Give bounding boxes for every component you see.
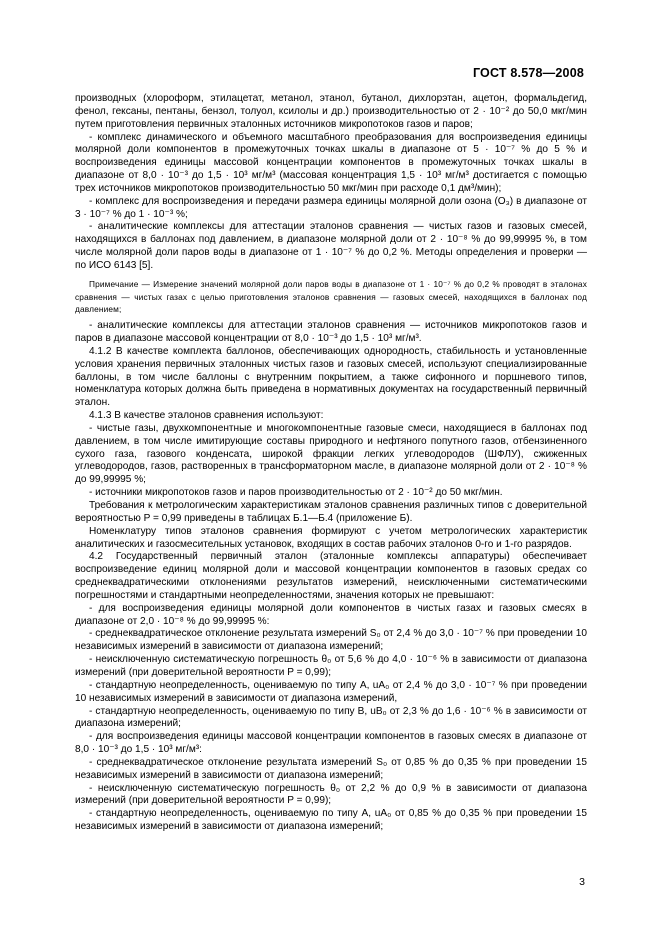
paragraph: - аналитические комплексы для аттестации эталонов сравнения — источников микропотоков газов и паров в диапазоне массовой концентрации от 8,0 · 10⁻³ до 1,5 · 10³ мг/м³. bbox=[75, 320, 587, 345]
note-paragraph: Примечание — Измерение значений молярной доли паров воды в диапазоне от 1 · 10⁻⁷ % до 0,2 % проводят в эталонах сравнения — чистых газах с целью приготовления эталонов сравнения — газовых смесей, находящихся в баллонах под давлением; bbox=[75, 278, 587, 315]
paragraph: - неисключенную систематическую погрешность θ₀ от 2,2 % до 0,9 % в зависимости от диапазона измерений (при доверительной вероятности P = 0,99); bbox=[75, 782, 587, 807]
paragraph: - среднеквадратическое отклонение результата измерений S₀ от 0,85 % до 0,35 % при проведении 15 независимых измерений в зависимости от диапазона измерений; bbox=[75, 756, 587, 781]
document-id-header: ГОСТ 8.578—2008 bbox=[472, 66, 584, 80]
paragraph: - стандартную неопределенность, оцениваемую по типу В, uB₀ от 2,3 % до 1,6 · 10⁻⁶ % в зависимости от диапазона измерений; bbox=[75, 705, 587, 730]
paragraph: - аналитические комплексы для аттестации эталонов сравнения — чистых газов и газовых смесей, находящихся в баллонах под давлением, в диапазоне молярной доли от 2 · 10⁻⁸ % до 99,99995 %, в том числе молярной доли паров воды в диапазоне от 1 · 10⁻⁷ % до 0,2 %. Методы определения и проверки — по ИСО 6143 [5]. bbox=[75, 221, 587, 271]
paragraph: производных (хлороформ, этилацетат, метанол, этанол, бутанол, дихлорэтан, ацетон, формальдегид, фенол, гексаны, пентаны, бензол, толуол, ксилолы и др.) производительностью от 2 · 10⁻² до 50,0 мкг/мин путем приготовления первичных эталонных источников микропотоков газов и паров; bbox=[75, 93, 587, 130]
paragraph: - чистые газы, двухкомпонентные и многокомпонентные газовые смеси, находящиеся в баллонах под давлением, в том числе имитирующие составы природного и нефтяного попутного газов, отбензиненного сухого газа, газового конденсата, широкой фракции легких углеводородов (ШФЛУ), сжиженных углеводородов, газов, растворенных в трансформаторном масле, в диапазоне молярной доли от 2 · 10⁻⁸ % до 99,99995 %; bbox=[75, 422, 587, 486]
paragraph: - стандартную неопределенность, оцениваемую по типу А, uA₀ от 2,4 % до 3,0 · 10⁻⁷ % при проведении 10 независимых измерений в зависимости от диапазона измерений, bbox=[75, 679, 587, 704]
paragraph: - комплекс для воспроизведения и передачи размера единицы молярной доли озона (O₃) в диапазоне от 3 · 10⁻⁷ % до 1 · 10⁻³ %; bbox=[75, 195, 587, 220]
paragraph: - стандартную неопределенность, оцениваемую по типу А, uA₀ от 0,85 % до 0,35 % при проведении 15 независимых измерений в зависимости от диапазона измерений; bbox=[75, 808, 587, 833]
paragraph: - комплекс динамического и объемного масштабного преобразования для воспроизведения единицы молярной доли компонентов в промежуточных точках шкалы в диапазоне от 5 · 10⁻⁷ % до 5 % и воспроизведения единицы массовой концентрации компонентов в промежуточных точках шкалы в диапазоне от 8,0 · 10⁻³ до 1,5 · 10³ мг/м³ (массовая концентрация 1,5 · 10³ мг/м³ достигается с помощью трех источников микропотоков производительностью 50 мкг/мин при расходе 0,1 дм³/мин); bbox=[75, 131, 587, 194]
paragraph: - для воспроизведения единицы молярной доли компонентов в чистых газах и газовых смесях в диапазоне от 2,0 · 10⁻⁸ % до 99,99995 %: bbox=[75, 602, 587, 627]
paragraph: - для воспроизведения единицы массовой концентрации компонентов в газовых смесях в диапазоне от 8,0 · 10⁻³ до 1,5 · 10³ мг/м³: bbox=[75, 731, 587, 756]
page-number: 3 bbox=[579, 876, 585, 888]
paragraph: - среднеквадратическое отклонение результата измерений S₀ от 2,4 % до 3,0 · 10⁻⁷ % при проведении 10 независимых измерений в зависимости от диапазона измерений; bbox=[75, 628, 587, 653]
section-4-2: 4.2 Государственный первичный эталон (эталонные комплексы аппаратуры) обеспечивает воспроизведение единиц молярной доли и массовой концентрации компонентов в газовых средах со среднеквадратическими отклонениями результатов измерений, неисключенными систематическими погрешностями и стандартными неопределенностями, значения которых не превышают: bbox=[75, 551, 587, 601]
paragraph: Номенклатуру типов эталонов сравнения формируют с учетом метрологических характеристик аналитических и газосмесительных установок, входящих в состав рабочих эталонов 0-го и 1-го разрядов. bbox=[75, 525, 587, 550]
paragraph: - неисключенную систематическую погрешность θ₀ от 5,6 % до 4,0 · 10⁻⁶ % в зависимости от диапазона измерений (при доверительной вероятности P = 0,99); bbox=[75, 654, 587, 678]
document-body bbox=[75, 93, 587, 834]
section-4-1-3: 4.1.3 В качестве эталонов сравнения используют: bbox=[89, 410, 324, 422]
paragraph: - источники микропотоков газов и паров производительностью от 2 · 10⁻² до 50 мкг/мин. bbox=[89, 487, 503, 499]
paragraph: Требования к метрологическим характеристикам эталонов сравнения различных типов с доверительной вероятностью P = 0,99 приведены в таблицах Б.1—Б.4 (приложение Б). bbox=[75, 500, 587, 524]
section-4-1-2: 4.1.2 В качестве комплекта баллонов, обеспечивающих однородность, стабильность и установленные условия хранения первичных эталонных чистых газов и газовых смесей, используют специализированные баллоны, в том числе баллоны с внутренним покрытием, а также сифонного и поршневого типов, номенклатура которых должна быть приведена в нормативных документах на государственный первичный эталон. bbox=[75, 345, 587, 409]
